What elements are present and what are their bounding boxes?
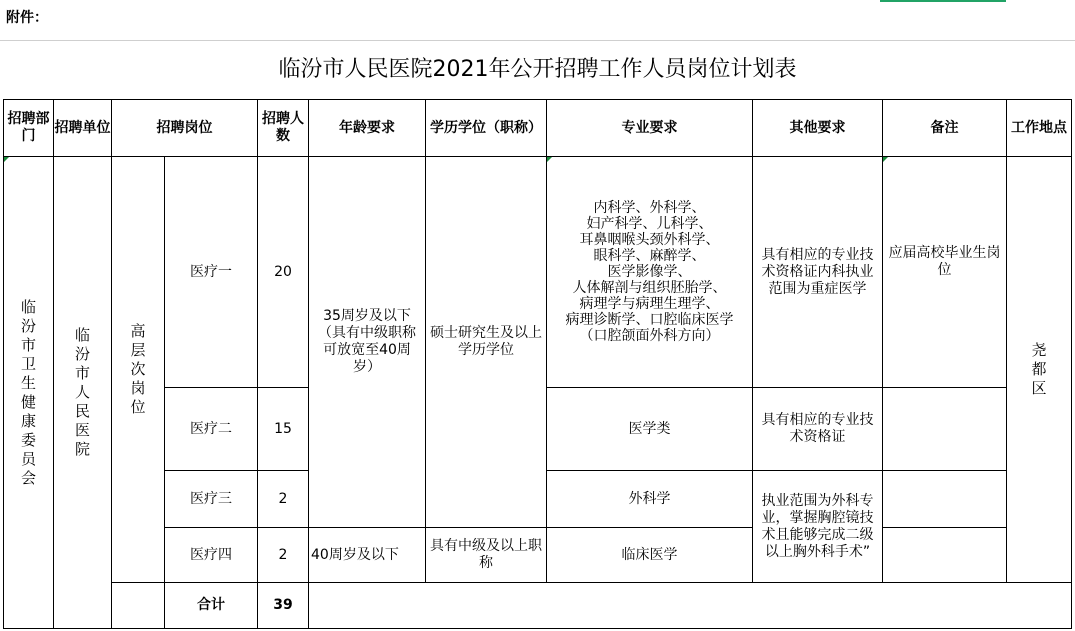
- selected-cell-indicator: [880, 0, 1006, 2]
- count-cell[interactable]: 20: [258, 157, 309, 388]
- count-cell[interactable]: 2: [258, 471, 309, 528]
- major-line: 病理诊断学、口腔临床医学: [565, 312, 734, 328]
- header-dept[interactable]: 招聘部门: [4, 100, 54, 157]
- page-title[interactable]: [5, 41, 1070, 99]
- level-cell[interactable]: 高层次岗位: [112, 157, 165, 583]
- location-cell[interactable]: 尧都区: [1007, 157, 1072, 583]
- header-unit[interactable]: 招聘单位: [54, 100, 112, 157]
- header-row: [4, 100, 1072, 157]
- table-row: [4, 157, 1072, 388]
- count-cell[interactable]: 15: [258, 388, 309, 471]
- major-cell[interactable]: 外科学: [547, 471, 753, 528]
- major-line: 耳鼻咽喉头颈外科学、: [579, 232, 720, 248]
- recruitment-plan-table: [3, 99, 1072, 629]
- position-cell[interactable]: 医疗四: [165, 528, 258, 583]
- major-line: 病理学与病理生理学、: [579, 296, 720, 312]
- note-cell[interactable]: [883, 528, 1007, 583]
- header-age[interactable]: 年龄要求: [309, 100, 426, 157]
- header-education[interactable]: 学历学位（职称）: [426, 100, 547, 157]
- comment-marker: [547, 157, 552, 162]
- age-cell[interactable]: 35周岁及以下（具有中级职称可放宽至40周岁）: [309, 157, 426, 528]
- dept-cell[interactable]: 临汾市卫生健康委员会: [4, 157, 54, 629]
- count-cell[interactable]: 2: [258, 528, 309, 583]
- note-cell[interactable]: 应届高校毕业生岗位: [883, 157, 1007, 388]
- comment-marker: [883, 157, 888, 162]
- header-other[interactable]: 其他要求: [753, 100, 883, 157]
- major-line: 医学影像学、: [607, 264, 692, 280]
- major-cell[interactable]: [547, 157, 753, 388]
- level-cell-empty[interactable]: [112, 583, 165, 629]
- education-cell[interactable]: 硕士研究生及以上学历学位: [426, 157, 547, 528]
- total-empty-cell[interactable]: [309, 583, 1072, 629]
- table-row: [4, 528, 1072, 583]
- other-cell[interactable]: 具有相应的专业技术资格证内科执业范围为重症医学: [753, 157, 883, 388]
- header-count[interactable]: 招聘人数: [258, 100, 309, 157]
- major-line: （口腔颌面外科方向）: [579, 328, 720, 344]
- total-label[interactable]: 合计: [165, 583, 258, 629]
- header-position[interactable]: 招聘岗位: [112, 100, 258, 157]
- age-cell[interactable]: 40周岁及以下: [309, 528, 426, 583]
- header-major[interactable]: 专业要求: [547, 100, 753, 157]
- unit-cell[interactable]: 临汾市人民医院: [54, 157, 112, 629]
- title-text: 临汾市人民医院2021年公开招聘工作人员岗位计划表: [278, 57, 797, 82]
- education-cell[interactable]: 具有中级及以上职称: [426, 528, 547, 583]
- position-cell[interactable]: 医疗一: [165, 157, 258, 388]
- header-note[interactable]: 备注: [883, 100, 1007, 157]
- other-cell[interactable]: 执业范围为外科专业，掌握胸腔镜技术且能够完成二级以上胸外科手术”: [753, 471, 883, 583]
- comment-marker: [4, 157, 9, 162]
- major-cell[interactable]: 医学类: [547, 388, 753, 471]
- note-cell[interactable]: [883, 471, 1007, 528]
- note-cell[interactable]: [883, 388, 1007, 471]
- total-row: [4, 583, 1072, 629]
- header-location[interactable]: 工作地点: [1007, 100, 1072, 157]
- total-value[interactable]: 39: [258, 583, 309, 629]
- position-cell[interactable]: 医疗三: [165, 471, 258, 528]
- position-cell[interactable]: 医疗二: [165, 388, 258, 471]
- major-line: 眼科学、麻醉学、: [593, 248, 706, 264]
- major-cell[interactable]: 临床医学: [547, 528, 753, 583]
- major-line: 内科学、外科学、: [593, 200, 706, 216]
- attachment-label: 附件：: [6, 10, 48, 26]
- major-line: 妇产科学、儿科学、: [586, 216, 713, 232]
- major-line: 人体解剖与组织胚胎学、: [572, 280, 727, 296]
- other-cell[interactable]: 具有相应的专业技术资格证: [753, 388, 883, 471]
